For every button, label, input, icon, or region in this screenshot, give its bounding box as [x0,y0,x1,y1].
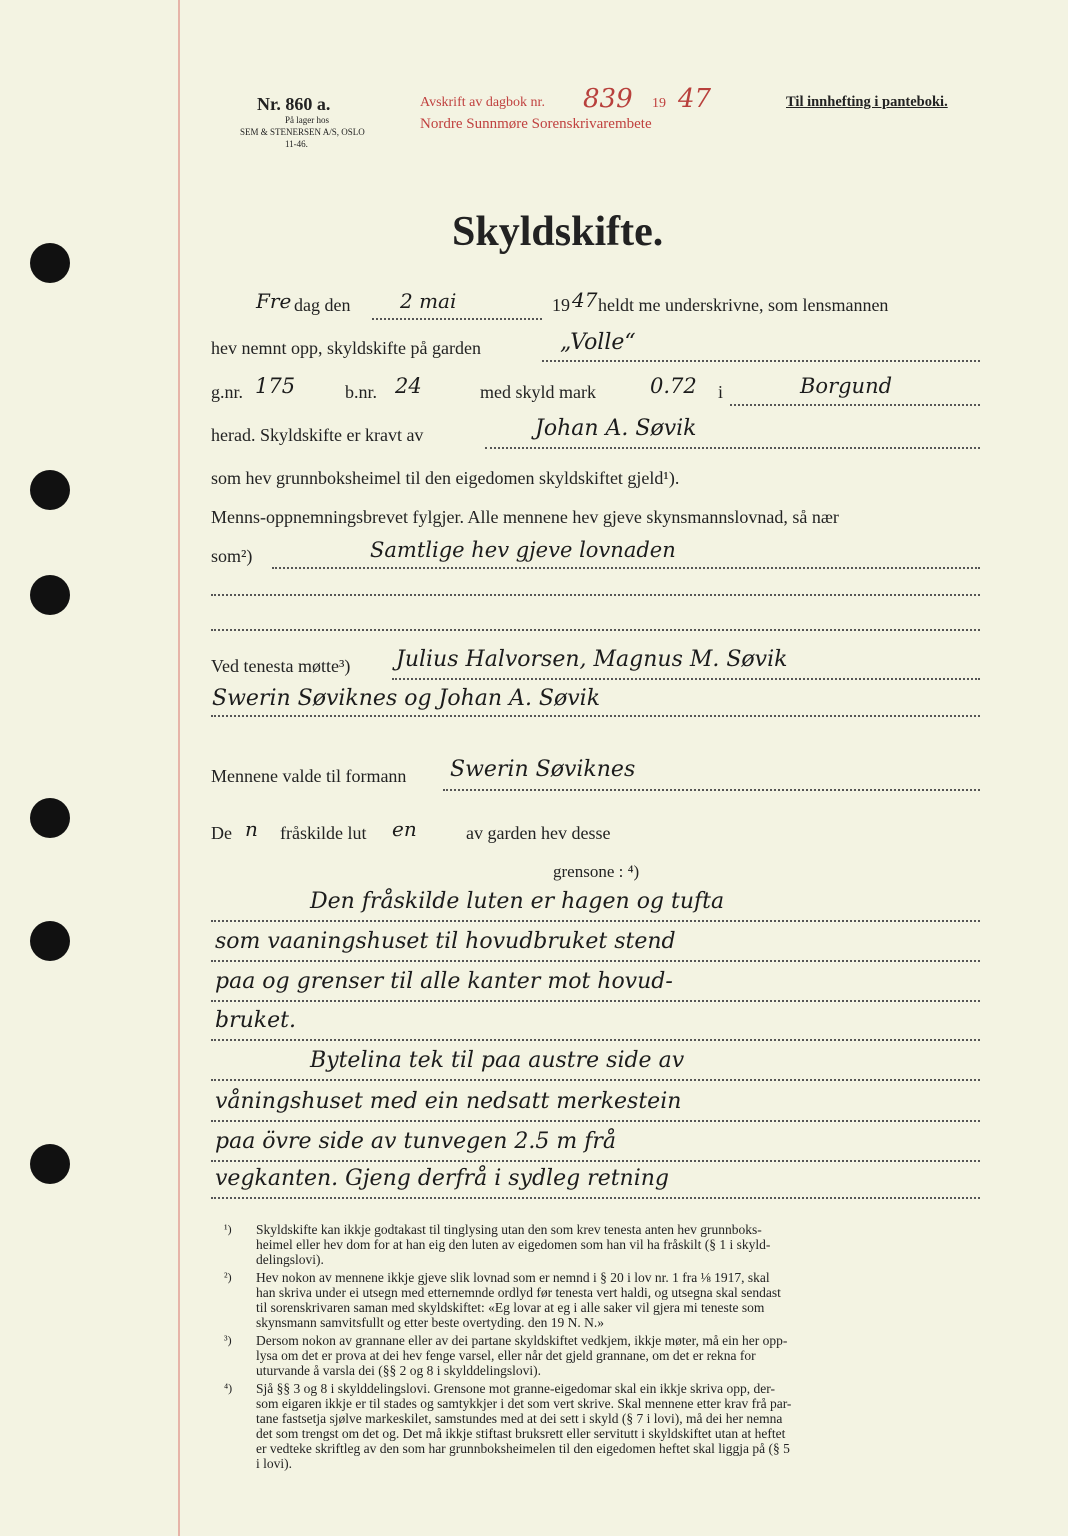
stamp-diary-number: 839 [583,84,633,114]
handwritten-oath-note: Samtlige hev gjeve lovnaden [370,538,676,562]
stamp-office: Nordre Sunnmøre Sorenskrivarembete [420,116,652,132]
publisher-line: SEM & STENERSEN A/S, OSLO [240,127,365,137]
label-attendees: Ved tenesta møtte³) [211,656,351,676]
publisher-line: 11-46. [285,139,308,149]
footnote-line: tane fastsetja sjølve markeskilet, samstundes med at dei sett i skyld (§ 7 i lovi), må dei her nemna [256,1411,783,1426]
footnote-line: uturvande å varsla dei (§§ 2 og 8 i skylddelingslovi). [256,1363,541,1378]
label-fraskilde: fråskilde lut [280,823,367,843]
footnote-line: Sjå §§ 3 og 8 i skylddelingslovi. Grensone mot granne-eigedomar skal ein ikkje skriva opp, der- [256,1381,775,1396]
label-som: som²) [211,546,253,566]
dotted-line [211,1079,980,1081]
handwritten-year: 47 [572,288,598,312]
footnote-number: ¹) [224,1222,232,1236]
boundary-line: bruket. [215,1008,296,1033]
boundary-line: som vaaningshuset til hovudbruket stend [215,929,676,954]
punch-hole [30,1144,70,1184]
footnote-line: Hev nokon av mennene ikkje gjeve slik lovnad som er nemnd i § 20 i lov nr. 1 fra ⅛ 1917, skal [256,1270,770,1285]
form-text: herad. Skyldskifte er kravt av [211,425,424,445]
dotted-line [392,678,980,680]
dotted-line [443,789,980,791]
footnote-number: ⁴) [224,1381,233,1395]
handwritten-de: n [245,817,258,841]
footnote-number: ²) [224,1270,232,1284]
dotted-line [211,715,980,717]
punch-hole [30,243,70,283]
label-gnr: g.nr. [211,382,244,402]
dotted-line [485,447,980,449]
punch-hole [30,921,70,961]
publisher-line: På lager hos [285,115,329,125]
boundary-line: våningshuset med ein nedsatt merkestein [215,1089,682,1114]
dotted-line [372,318,542,320]
form-text: som hev grunnboksheimel til den eigedomen skyldskiftet gjeld¹). [211,468,680,488]
footnote-line: til sorenskrivaren saman med skyldskiftet: «Eg lovar at eg i alle saker vil gjera mi teneste som [256,1300,765,1315]
stamp-year-prefix: 19 [652,96,666,111]
page-title: Skyldskifte. [452,209,664,255]
dotted-line [211,1160,980,1162]
dotted-line [211,960,980,962]
label-grensone: grensone : ⁴) [553,862,640,881]
label-de: De [211,823,232,843]
dotted-line [730,404,980,406]
footnote-line: delingslovi). [256,1252,324,1267]
handwritten-bnr: 24 [395,374,422,398]
dotted-line [211,1197,980,1199]
label-formann: Mennene valde til formann [211,766,407,786]
handwritten-weekday: Fre [256,289,292,313]
label-i: i [718,382,724,402]
footnote-line: heimel eller hev dom for at han eig den luten av eigedomen som han vil ha fråskilt (§ 1 i skyld- [256,1237,771,1252]
footnote-line: er vedteke skriftleg av den som har grunnboksheimelen til den eigedomen heftet skal liggja på (§ 5 [256,1441,790,1456]
footnote-line: Dersom nokon av grannane eller av dei partane skyldskiftet vedkjem, ikkje møter, må ein her opp- [256,1333,788,1348]
boundary-line: paa övre side av tunvegen 2.5 m frå [215,1129,616,1154]
dotted-line [211,629,980,631]
dotted-line [211,1120,980,1122]
binding-note: Til innhefting i panteboki. [786,94,948,110]
footnote-line: lysa om det er prova at dei hev fenge varsel, eller når det gjeld grannane, om det er rekna for [256,1348,756,1363]
footnote-line: han skriva under ei utsegn med etternemnde ordlyd før tenesta vert haldi, og utsegna skal sendast [256,1285,781,1300]
label-av-garden: av garden hev desse [466,823,611,843]
footnote-line: skynsmann samvitsfullt og etter beste overtyding. den 19 N. N.» [256,1315,604,1330]
handwritten-attendees: Swerin Søviknes og Johan A. Søvik [212,686,601,711]
handwritten-farm-name: „Volle“ [560,330,636,355]
handwritten-formann: Swerin Søviknes [450,757,636,782]
dotted-line [211,920,980,922]
footnote-line: det som trengst om det og. Det må ikkje stiftast bruksrett eller servitutt i skyldskiftet utan at heftet [256,1426,786,1441]
punch-hole [30,798,70,838]
boundary-line: Bytelina tek til paa austre side av [310,1048,685,1073]
punch-hole [30,575,70,615]
handwritten-skyld: 0.72 [650,374,697,398]
margin-rule [178,0,180,1536]
stamp-text: Avskrift av dagbok nr. [420,95,545,110]
handwritten-requester: Johan A. Søvik [535,416,697,441]
handwritten-date: 2 mai [400,289,457,313]
footnote-line: i lovi). [256,1456,292,1471]
footnote-number: ³) [224,1333,232,1347]
handwritten-attendees: Julius Halvorsen, Magnus M. Søvik [396,647,788,672]
boundary-line: paa og grenser til alle kanter mot hovud- [215,969,673,994]
label-dag-den: dag den [294,295,351,315]
dotted-line [211,1039,980,1041]
form-text: heldt me underskrivne, som lensmannen [598,295,889,315]
handwritten-gnr: 175 [255,374,296,398]
label-skyld: med skyld mark [480,382,596,402]
dotted-line [211,594,980,596]
handwritten-herad: Borgund [800,374,893,398]
dotted-line [272,567,980,569]
punch-hole [30,470,70,510]
boundary-line: vegkanten. Gjeng derfrå i sydleg retning [215,1166,670,1191]
form-text: Menns-oppnemningsbrevet fylgjer. Alle mennene hev gjeve skynsmannslovnad, så nær [211,507,839,527]
dotted-line [211,1000,980,1002]
boundary-line: Den fråskilde luten er hagen og tufta [310,889,725,914]
dotted-line [542,360,980,362]
label-bnr: b.nr. [345,382,378,402]
label-year-prefix: 19 [552,295,570,315]
stamp-year: 47 [678,84,712,114]
form-text: hev nemnt opp, skyldskifte på garden [211,338,481,358]
form-number: Nr. 860 a. [257,94,331,114]
footnote-line: Skyldskifte kan ikkje godtakast til tinglysing utan den som krev tenesta anten hev grunnboks- [256,1222,762,1237]
footnote-line: som eigaren ikkje er til stades og samtykkjer i det som vert skrive. Skal mennene etter krav frå par- [256,1396,792,1411]
handwritten-lut: en [392,817,417,841]
